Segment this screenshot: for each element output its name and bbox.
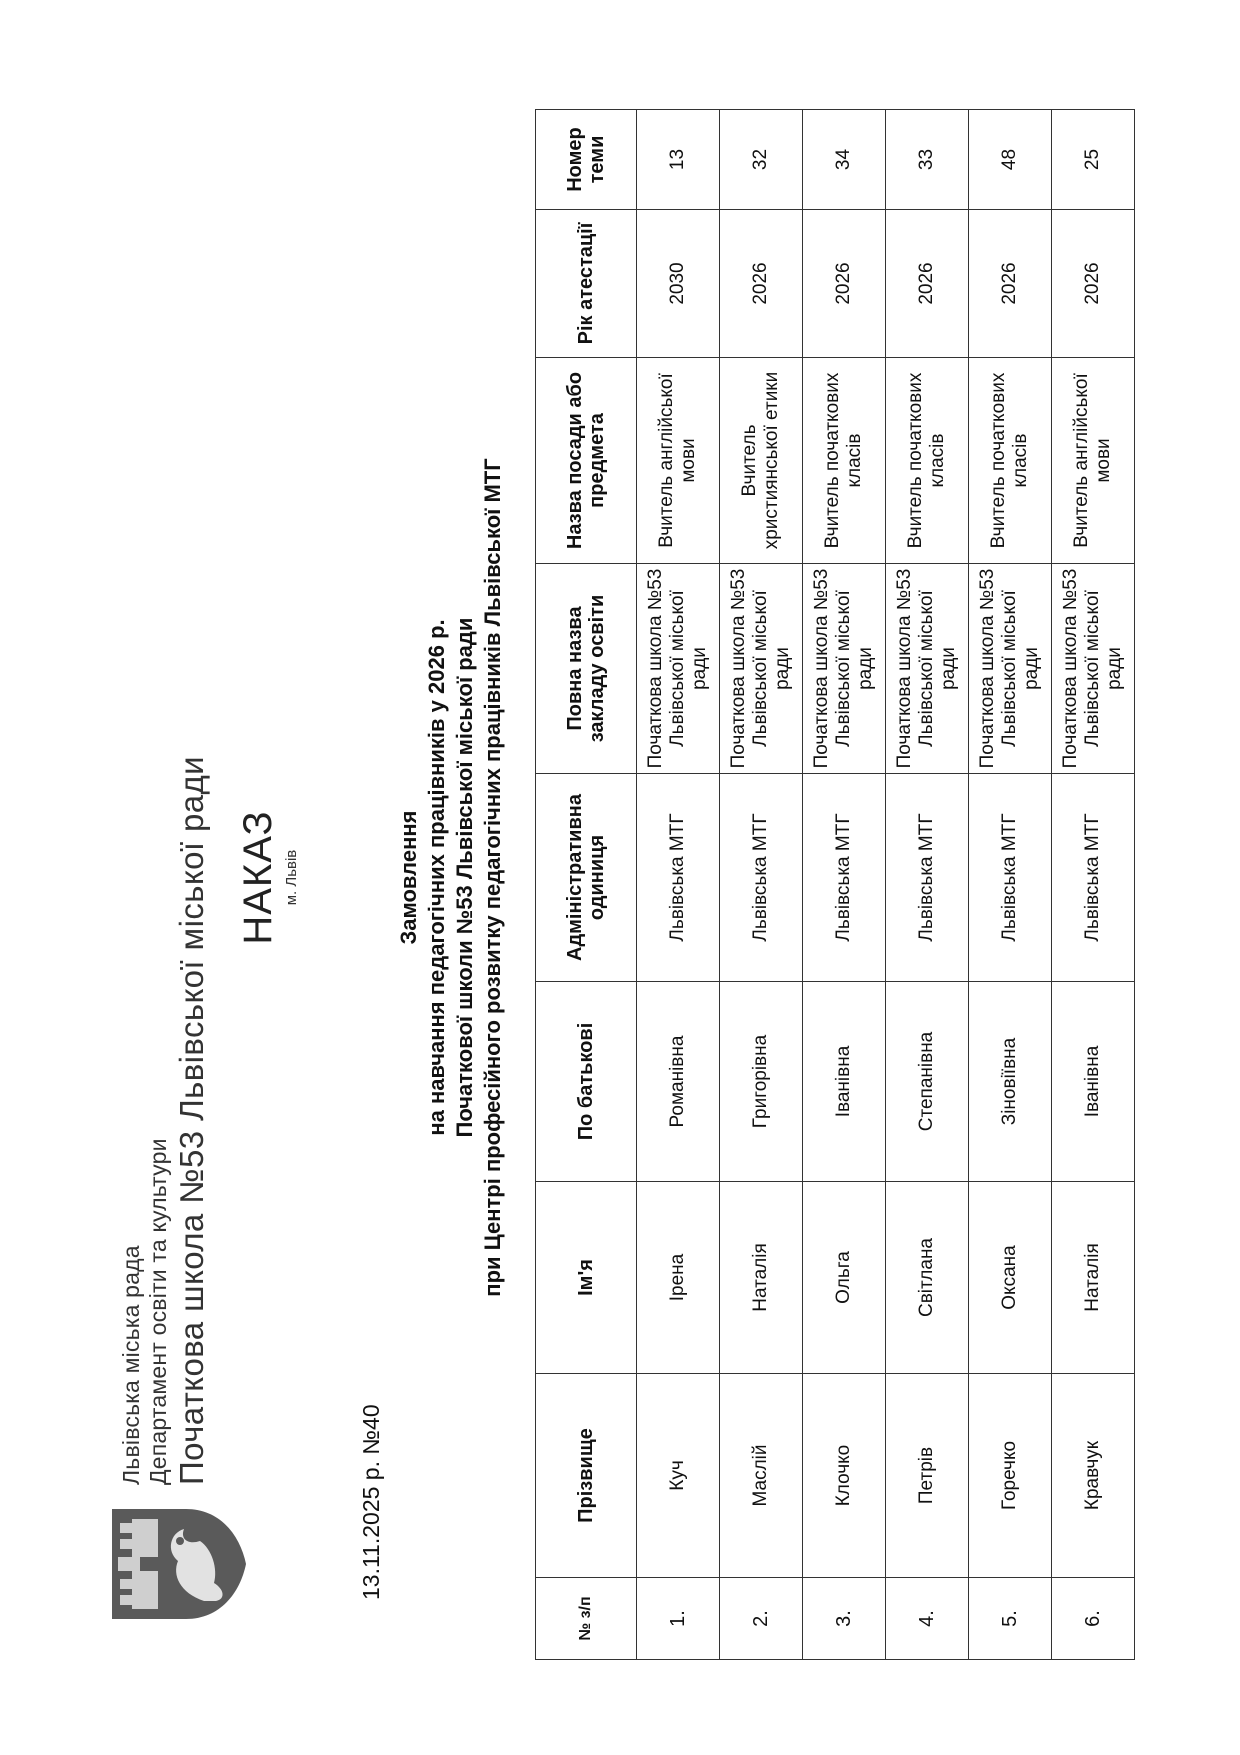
cell-num: 4. — [886, 1578, 969, 1660]
cell-num: 6. — [1052, 1578, 1135, 1660]
table-row — [886, 110, 969, 1660]
cell-patronymic: Іванівна — [803, 982, 886, 1182]
col-header-num: № з/п — [536, 1578, 637, 1660]
cell-topic-number: 48 — [969, 110, 1052, 210]
col-header-school: Повна назва закладу освіти — [536, 564, 637, 774]
lviv-coat-of-arms-icon — [108, 1505, 248, 1623]
cell-topic-number: 13 — [637, 110, 720, 210]
order-heading — [395, 0, 507, 1755]
cell-position: Вчитель англійської мови — [637, 358, 720, 564]
cell-school: Початкова школа №53 Львівської міської ради — [886, 564, 969, 774]
cell-admin-unit: Львівська МТГ — [886, 774, 969, 982]
order-title: Замовлення — [396, 810, 421, 945]
cell-position: Вчитель початкових класів — [886, 358, 969, 564]
table-row — [803, 110, 886, 1660]
cell-surname: Куч — [637, 1374, 720, 1578]
document-type-block — [236, 0, 300, 1755]
table-row — [969, 110, 1052, 1660]
cell-attestation-year: 2030 — [637, 210, 720, 358]
cell-name: Ірена — [637, 1182, 720, 1374]
cell-attestation-year: 2026 — [969, 210, 1052, 358]
cell-school: Початкова школа №53 Львівської міської ради — [1052, 564, 1135, 774]
col-header-patronymic: По батькові — [536, 982, 637, 1182]
cell-name: Світлана — [886, 1182, 969, 1374]
cell-num: 2. — [720, 1578, 803, 1660]
cell-admin-unit: Львівська МТГ — [637, 774, 720, 982]
teachers-table — [535, 109, 1135, 1660]
cell-surname: Кравчук — [1052, 1374, 1135, 1578]
cell-school: Початкова школа №53 Львівської міської ради — [637, 564, 720, 774]
cell-patronymic: Зіновіївна — [969, 982, 1052, 1182]
cell-patronymic: Степанівна — [886, 982, 969, 1182]
cell-attestation-year: 2026 — [720, 210, 803, 358]
cell-topic-number: 32 — [720, 110, 803, 210]
order-subtitle-1: на навчання педагогічних працівників у 2026 р. — [424, 619, 449, 1136]
cell-topic-number: 33 — [886, 110, 969, 210]
cell-position: Вчитель англійської мови — [1052, 358, 1135, 564]
table-row — [637, 110, 720, 1660]
cell-admin-unit: Львівська МТГ — [1052, 774, 1135, 982]
order-subtitle-2: Початкової школи №53 Львівської міської ради — [452, 617, 477, 1138]
cell-school: Початкова школа №53 Львівської міської ради — [969, 564, 1052, 774]
cell-attestation-year: 2026 — [1052, 210, 1135, 358]
cell-school: Початкова школа №53 Львівської міської ради — [803, 564, 886, 774]
cell-school: Початкова школа №53 Львівської міської ради — [720, 564, 803, 774]
document-date-number: 13.11.2025 р. №40 — [358, 1404, 384, 1600]
cell-num: 5. — [969, 1578, 1052, 1660]
cell-attestation-year: 2026 — [886, 210, 969, 358]
cell-patronymic: Іванівна — [1052, 982, 1135, 1182]
document-title: НАКАЗ — [236, 810, 280, 945]
table-row — [720, 110, 803, 1660]
order-subtitle-3: при Центрі професійного розвитку педагогічних працівників Львівської МТГ — [480, 458, 505, 1297]
col-header-position: Назва посади або предмета — [536, 358, 637, 564]
cell-surname: Горечко — [969, 1374, 1052, 1578]
cell-name: Наталія — [1052, 1182, 1135, 1374]
cell-topic-number: 34 — [803, 110, 886, 210]
cell-name: Ольга — [803, 1182, 886, 1374]
cell-num: 3. — [803, 1578, 886, 1660]
col-header-topic-number: Номер теми — [536, 110, 637, 210]
table-row — [1052, 110, 1135, 1660]
col-header-admin-unit: Адміністративна одиниця — [536, 774, 637, 982]
department-name: Департамент освіти та культури — [145, 1138, 171, 1485]
cell-surname: Клочко — [803, 1374, 886, 1578]
cell-surname: Петрів — [886, 1374, 969, 1578]
cell-admin-unit: Львівська МТГ — [969, 774, 1052, 982]
cell-attestation-year: 2026 — [803, 210, 886, 358]
cell-position: Вчитель початкових класів — [803, 358, 886, 564]
cell-surname: Маслій — [720, 1374, 803, 1578]
letterhead — [118, 756, 212, 1485]
cell-name: Наталія — [720, 1182, 803, 1374]
document-city: м. Львів — [283, 849, 300, 906]
cell-patronymic: Романівна — [637, 982, 720, 1182]
cell-patronymic: Григорівна — [720, 982, 803, 1182]
col-header-surname: Прізвище — [536, 1374, 637, 1578]
cell-num: 1. — [637, 1578, 720, 1660]
cell-topic-number: 25 — [1052, 110, 1135, 210]
cell-name: Оксана — [969, 1182, 1052, 1374]
school-name: Початкова школа №53 Львівської міської ради — [173, 756, 210, 1485]
cell-admin-unit: Львівська МТГ — [720, 774, 803, 982]
col-header-attestation-year: Рік атестації — [536, 210, 637, 358]
cell-position: Вчитель християнської етики — [720, 358, 803, 564]
table-header-row — [536, 110, 637, 1660]
col-header-name: Ім'я — [536, 1182, 637, 1374]
cell-admin-unit: Львівська МТГ — [803, 774, 886, 982]
cell-position: Вчитель початкових класів — [969, 358, 1052, 564]
city-council-name: Львівська міська рада — [118, 1245, 144, 1485]
